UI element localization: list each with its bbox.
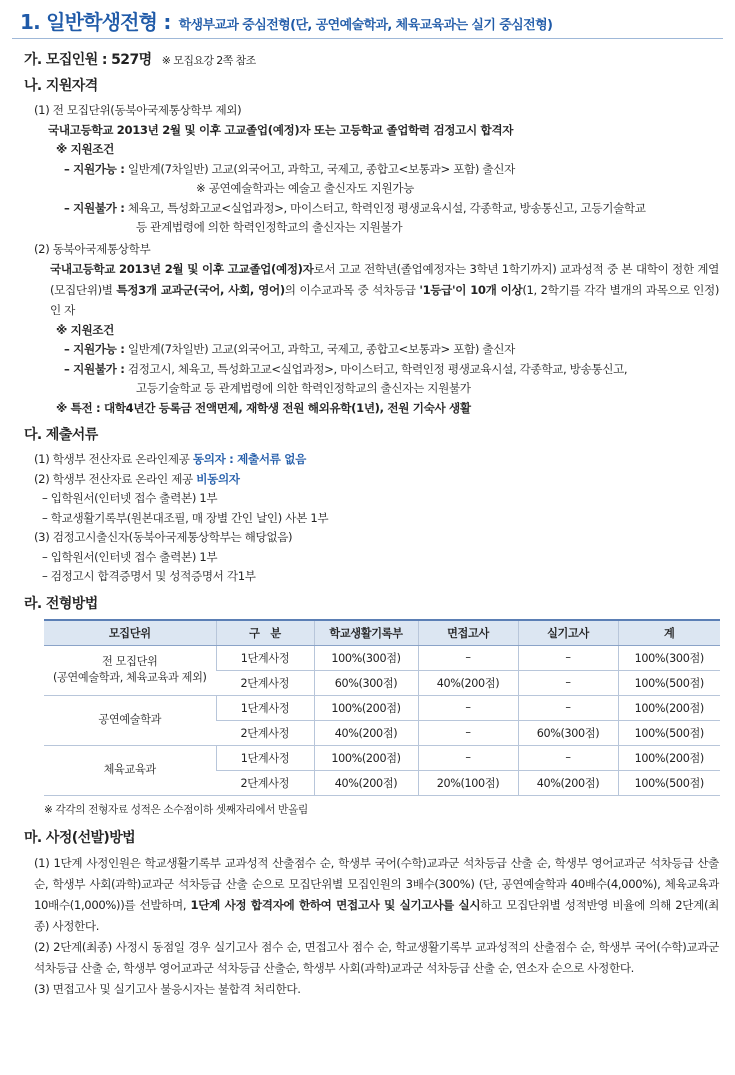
na-p2-desc-a: 국내고등학교 2013년 2월 및 이후 고교졸업(예정)자 <box>50 262 314 276</box>
cell: – <box>418 695 518 720</box>
na-p2-desc-c: 특정3개 교과군(국어, 사회, 영어) <box>116 282 285 297</box>
cell: 100%(300점) <box>314 645 418 670</box>
cell: 2단계사정 <box>216 770 314 795</box>
unit-cell <box>44 695 216 745</box>
na-p1-no-cont: 등 관계법령에 의한 학력인정학교의 출신자는 지원불가 <box>136 220 403 234</box>
ma-p1-a: (1) 1단계 사정인원은 학교생활기록부 교과성적 산출점수 순, 학생부 국어(수학)교과군 석차등급 산출 순, 학생부 영어교과군 석차등급 산출 순, 학생부 사회(과학)교과군 석차등급 산출 순으로 모집단위별 모집인원의 3배수(300%) (단, 공연예술학과 40배수(4,000%), 체육교육과 10배수(1,000%))를 선발하며, <box>34 855 719 912</box>
heading-ga <box>0 49 735 69</box>
ma-p1 <box>0 853 735 937</box>
cell: 1단계사정 <box>216 645 314 670</box>
na-p2-desc <box>0 259 735 321</box>
heading-da: 다. 제출서류 <box>24 427 98 443</box>
ma-p2: (2) 2단계(최종) 사정시 동점일 경우 실기고사 점수 순, 면접고사 점수 순, 학교생활기록부 교과성적의 산출점수 순, 학생부 국어(수학)교과군 석차등급 산출 순, 학생부 영어교과군 석차등급 산출순, 학생부 사회(과학)교과군 석차등급 산출 순, 연소자 순으로 사정한다. <box>34 939 719 975</box>
unit-cell <box>44 745 216 795</box>
na-p1-no <box>0 199 735 219</box>
da-i1-b: 동의자 : 제출서류 없음 <box>192 452 306 466</box>
recruit-count: 가. 모집인원 : 527명 <box>24 52 152 68</box>
cell: – <box>418 645 518 670</box>
heading-ma: 마. 사정(선발)방법 <box>24 829 136 846</box>
na-p1-title: (1) 전 모집단위(동북아국제통상학부 제외) <box>34 103 242 117</box>
na-p2-no-label: – 지원불가 : <box>64 361 125 376</box>
cell: 100%(200점) <box>314 745 418 770</box>
da-i2-d2: – 학교생활기록부(원본대조필, 매 장별 간인 날인) 사본 1부 <box>42 510 329 525</box>
table-row <box>44 645 720 670</box>
na-p2-no <box>0 360 735 380</box>
cell: – <box>518 745 618 770</box>
da-i2 <box>0 470 735 490</box>
cell: – <box>518 695 618 720</box>
cell: 2단계사정 <box>216 720 314 745</box>
cell: 100%(200점) <box>618 695 720 720</box>
th-practical: 실기고사 <box>518 620 618 646</box>
table-header-row <box>44 620 720 646</box>
na-p1-ok <box>0 160 735 180</box>
cell: – <box>518 670 618 695</box>
na-p2-no-text: 검정고시, 체육고, 특성화고교<실업과정>, 마이스터고, 학력인정 평생교육시설, 각종학교, 방송통신고, <box>127 361 628 376</box>
da-i2-a: (2) 학생부 전산자료 온라인 제공 <box>34 471 197 486</box>
na-p2-desc-d: 의 이수교과목 중 석차등급 <box>284 282 420 297</box>
na-p2-desc-e: '1등급'이 10개 이상 <box>419 282 523 297</box>
cell: 60%(300점) <box>314 670 418 695</box>
na-p1-ok-text: 일반계(7차일반) 고교(외국어고, 과학고, 국제고, 종합고<보통과> 포함) 출신자 <box>127 161 515 176</box>
ma-p3: (3) 면접고사 및 실기고사 불응시자는 불합격 처리한다. <box>34 981 301 996</box>
cell: 40%(200점) <box>314 770 418 795</box>
th-total: 계 <box>618 620 720 646</box>
cell: 2단계사정 <box>216 670 314 695</box>
title-sub: 학생부교과 중심전형(단, 공연예술학과, 체육교육과는 실기 중심전형) <box>178 18 553 33</box>
title-main: 1. 일반학생전형 : <box>20 10 171 34</box>
na-p2-ok-text: 일반계(7차일반) 고교(외국어고, 과학고, 국제고, 종합고<보통과> 포함) 출신자 <box>127 342 515 356</box>
unit-cell <box>44 645 216 695</box>
na-p1-no-label: – 지원불가 : <box>64 200 125 215</box>
da-i3-d1: – 입학원서(인터넷 접수 출력본) 1부 <box>42 549 218 564</box>
cell: 1단계사정 <box>216 695 314 720</box>
cell: – <box>418 720 518 745</box>
th-type: 구 분 <box>216 620 314 646</box>
na-p2-desc-b: 로서 고교 전학년(졸업예정자는 3학년 1학기까지) 교과성적 중 본 대학이 정한 계열(모집단위)별 <box>50 262 719 297</box>
cell: 40%(200점) <box>518 770 618 795</box>
ma-p1-b: 1단계 사정 합격자에 한하여 면접고사 및 실기고사를 실시 <box>190 897 481 912</box>
da-i3: (3) 검정고시출신자(동북아국제통상학부는 해당없음) <box>34 530 293 544</box>
da-i2-d1: – 입학원서(인터넷 접수 출력본) 1부 <box>42 491 218 505</box>
unit-name: 체육교육과 <box>103 763 156 776</box>
cell: 100%(300점) <box>618 645 720 670</box>
unit-name: 전 모집단위 <box>102 655 158 668</box>
na-p2-desc-f: (1, 2학기를 각각 별개의 과목으로 인정)인 자 <box>50 282 719 317</box>
na-p1-ok-note: ※ 공연예술학과는 예술고 출신자도 지원가능 <box>196 181 414 195</box>
na-p2-title: (2) 동북아국제통상학부 <box>34 241 151 256</box>
cell: 40%(200점) <box>418 670 518 695</box>
cell: 100%(500점) <box>618 770 720 795</box>
th-record: 학교생활기록부 <box>314 620 418 646</box>
na-p1-no-text: 체육고, 특성화고교<실업과정>, 마이스터고, 학력인정 평생교육시설, 각종학교, 방송통신고, 고등기술학교 <box>127 200 646 215</box>
selection-table <box>44 619 720 796</box>
cell: – <box>418 745 518 770</box>
cell: 60%(300점) <box>518 720 618 745</box>
section-title <box>12 6 723 39</box>
cell: 20%(100점) <box>418 770 518 795</box>
th-interview: 면접고사 <box>418 620 518 646</box>
na-p2-ok-label: – 지원가능 : <box>64 342 125 356</box>
table-row <box>44 745 720 770</box>
heading-ra: 라. 전형방법 <box>24 595 98 612</box>
unit-name: 공연예술학과 <box>98 713 162 726</box>
na-p2-perk: ※ 특전 : 대학4년간 등록금 전액면제, 재학생 전원 해외유학(1년), 전원 기숙사 생활 <box>56 400 471 415</box>
cell: 100%(500점) <box>618 670 720 695</box>
cell: 100%(200점) <box>618 745 720 770</box>
cell: 100%(200점) <box>314 695 418 720</box>
recruit-note: ※ 모집요강 2쪽 참조 <box>161 54 256 67</box>
da-i1 <box>0 450 735 470</box>
da-i2-b: 비동의자 <box>196 471 240 486</box>
cell: – <box>518 645 618 670</box>
ma-p1-c: 하고 모집단위별 성적반영 비율에 의해 2단계(최종) 사정한다. <box>34 897 719 933</box>
unit-note: (공연예술학과, 체육교육과 제외) <box>52 671 207 684</box>
na-p2-no-cont: 고등기술학교 등 관계법령에 의한 학력인정학교의 출신자는 지원불가 <box>136 381 471 395</box>
cell: 1단계사정 <box>216 745 314 770</box>
cell: 100%(500점) <box>618 720 720 745</box>
da-i1-a: (1) 학생부 전산자료 온라인제공 <box>34 452 193 466</box>
table-footnote: ※ 각각의 전형자료 성적은 소수점이하 셋째자리에서 반올림 <box>44 803 308 816</box>
heading-na: 나. 지원자격 <box>24 78 98 94</box>
cell: 40%(200점) <box>314 720 418 745</box>
na-p1-cond: ※ 지원조건 <box>56 142 115 156</box>
da-i3-d2: – 검정고시 합격증명서 및 성적증명서 각1부 <box>42 569 256 583</box>
th-unit: 모집단위 <box>44 620 216 646</box>
na-p2-ok <box>0 340 735 360</box>
na-p1-desc: 국내고등학교 2013년 2월 및 이후 고교졸업(예정)자 또는 고등학교 졸업학력 검정고시 합격자 <box>48 122 514 137</box>
na-p1-ok-label: – 지원가능 : <box>64 161 125 176</box>
table-row <box>44 695 720 720</box>
na-p2-cond: ※ 지원조건 <box>56 322 115 337</box>
